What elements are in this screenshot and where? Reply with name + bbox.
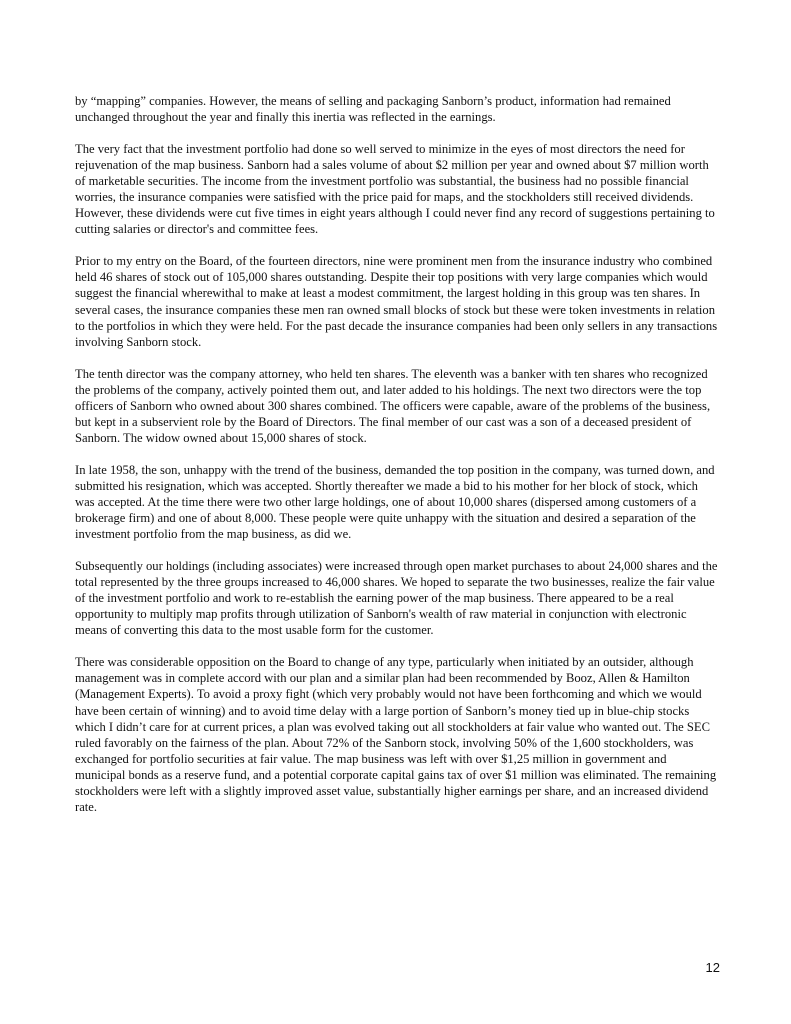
- page-number: 12: [705, 960, 720, 975]
- paragraph-3: Prior to my entry on the Board, of the fourteen directors, nine were prominent men from the insurance industry who combined held 46 shares of stock out of 105,000 shares outstanding. Despite their top positions with very large companies which would suggest the financial wherewithal to make at least a modest commitment, the largest holding in this group was ten shares. In several cases, the insurance companies these men ran owned small blocks of stock but these were token investments in relation to the portfolios in which they were held. For the past decade the insurance companies had been only sellers in any transactions involving Sanborn stock.: [75, 254, 718, 349]
- body-text: [75, 93, 719, 831]
- paragraph-1: by “mapping” companies. However, the means of selling and packaging Sanborn’s product, information had remained unchanged throughout the year and finally this inertia was reflected in the earnings.: [75, 94, 671, 125]
- paragraph-4: The tenth director was the company attorney, who held ten shares. The eleventh was a banker with ten shares who recognized the problems of the company, actively pointed them out, and later added to his holdings. The next two directors were the top officers of Sanborn who owned about 300 shares combined. The officers were capable, aware of the problems of the business, but kept in a subservient role by the Board of Directors. The final member of our cast was a son of a deceased president of Sanborn. The widow owned about 15,000 shares of stock.: [75, 366, 711, 445]
- paragraph-7: There was considerable opposition on the Board to change of any type, particularly when initiated by an outsider, although management was in complete accord with our plan and a similar plan had been recommended by Booz, Allen & Hamilton (Management Experts). To avoid a proxy fight (which very probably would not have been forthcoming and which we would have been certain of winning) and to avoid time delay with a large portion of Sanborn’s money tied up in blue-chip stocks which I didn’t care for at current prices, a plan was evolved taking out all stockholders at fair value who wanted out. The SEC ruled favorably on the fairness of the plan. About 72% of the Sanborn stock, involving 50% of the 1,600 stockholders, was exchanged for portfolio securities at fair value. The map business was left with over $1,25 million in government and municipal bonds as a reserve fund, and a potential corporate capital gains tax of over $1 million was eliminated. The remaining stockholders were left with a slightly improved asset value, substantially higher earnings per share, and an increased dividend rate.: [75, 655, 717, 814]
- paragraph-6: Subsequently our holdings (including associates) were increased through open market purchases to about 24,000 shares and the total represented by the three groups increased to 46,000 shares. We hoped to separate the two businesses, realize the fair value of the investment portfolio and work to re-establish the earning power of the map business. There appeared to be a real opportunity to multiply map profits through utilization of Sanborn's wealth of raw material in conjunction with electronic means of converting this data to the most usable form for the customer.: [75, 559, 718, 638]
- paragraph-5: In late 1958, the son, unhappy with the trend of the business, demanded the top position in the company, was turned down, and submitted his resignation, which was accepted. Shortly thereafter we made a bid to his mother for her block of stock, which was accepted. At the time there were two other large holdings, one of about 10,000 shares (dispersed among customers of a brokerage firm) and one of about 8,000. These people were quite unhappy with the situation and desired a separation of the investment portfolio from the map business, as did we.: [75, 462, 715, 542]
- paragraph-2: The very fact that the investment portfolio had done so well served to minimize in the eyes of most directors the need for rejuvenation of the map business. Sanborn had a sales volume of about $2 million per year and owned about $7 million worth of marketable securities. The income from the investment portfolio was substantial, the business had no possible financial worries, the insurance companies were satisfied with the price paid for maps, and the stockholders still received dividends. However, these dividends were cut five times in eight years although I could never find any record of suggestions pertaining to cutting salaries or director's and committee fees.: [75, 142, 715, 237]
